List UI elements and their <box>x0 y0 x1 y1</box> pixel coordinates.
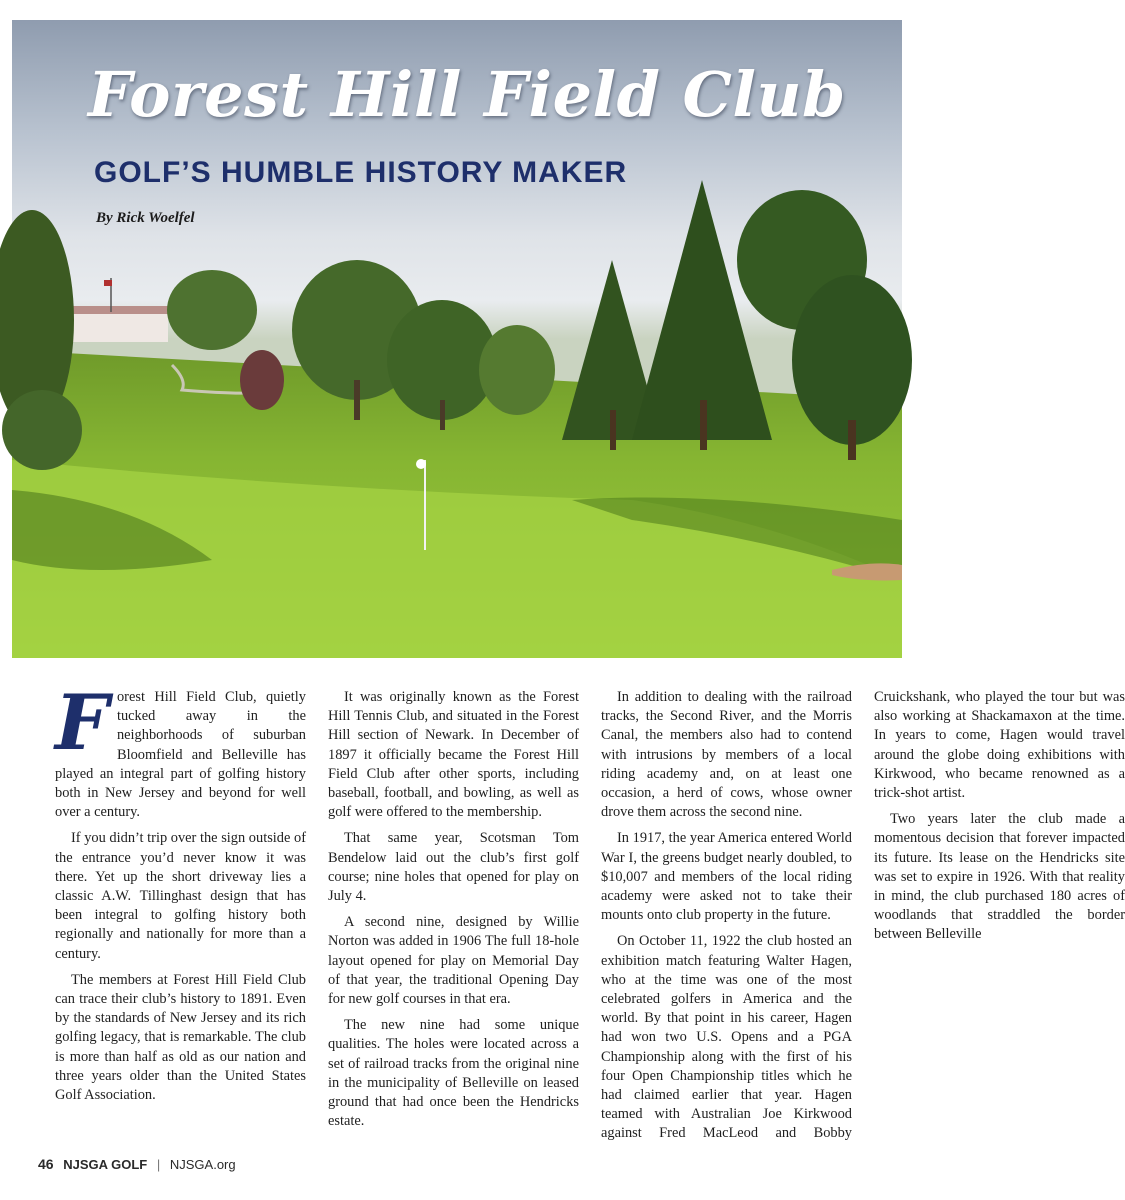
drop-cap: F <box>55 678 109 767</box>
footer-separator: | <box>156 1157 161 1172</box>
paragraph: If you didn’t trip over the sign outside of the entrance you’d never know it was there. Yet up the short driveway lies a classic A.W. Tillinghast design that has been integral to golfing history both regionally and nationally for more than a century. <box>55 830 306 962</box>
publication-name: NJSGA GOLF <box>63 1157 148 1172</box>
website-link[interactable]: NJSGA.org <box>169 1157 236 1172</box>
paragraph: In addition to dealing with the railroad tracks, the Second River, and the Morris Canal, the members also had to contend with intrusions by members of a local riding academy and, on at least one occasion, a herd of cows, whose owner drove them across the second nine. <box>601 689 852 821</box>
paragraph: It was originally known as the Forest Hill Tennis Club, and situated in the Forest Hill section of Newark. In December of 1897 it officially became the Forest Hill Field Club after other sports, including baseball, football, and bowling, as well as golf were offered to the membership. <box>328 689 579 821</box>
article-subtitle: GOLF’S HUMBLE HISTORY MAKER <box>94 156 628 189</box>
article-title: Forest Hill Field Club <box>88 58 846 131</box>
paragraph: On October 11, 1922 the club hosted an exhibition match featuring Walter Hagen, who at the time was one of the most celebrated golfers in America and the world. By that point in his career, Hagen had won two U.S. Opens and a PGA Championship along with the first of his four Open Championship titles which he had claimed earlier that year. Hagen teamed with Australian Joe Kirkwood against Fred MacLeod and Bobby Cruickshank, who played the tour but was also working at Shackamaxon at the time. In years to come, Hagen would travel around the globe doing exhibitions with Kirkwood, who became renowned as a trick-shot artist. <box>601 689 1125 1142</box>
paragraph: Forest Hill Field Club, quietly tucked away in the neighborhoods of suburban Bloomfield and Belleville has played an integral part of golfing history both in New Jersey and beyond for well over a century. <box>55 678 306 821</box>
paragraph: The new nine had some unique qualities. The holes were located across a set of railroad tracks from the original nine in the municipality of Belleville on leased ground that had once been the Hendricks estate. <box>328 1017 579 1130</box>
hero-photo <box>12 20 902 658</box>
paragraph: In 1917, the year America entered World War I, the greens budget nearly doubled, to $10,007 and members of the local riding academy were asked not to take their mounts onto club property in the future. <box>601 830 852 924</box>
article-byline: By Rick Woelfel <box>96 210 195 226</box>
paragraph: Two years later the club made a momentous decision that forever impacted its future. Its lease on the Hendricks site was set to expire in 1926. With that reality in mind, the club purchased 180 acres of woodlands that straddled the border between Belleville <box>874 811 1125 943</box>
article-body <box>55 678 1125 1150</box>
paragraph: A second nine, designed by Willie Norton was added in 1906 The full 18-hole layout opened for play on Memorial Day of that year, the traditional Opening Day for new golf courses in that era. <box>328 914 579 1008</box>
page-number: 46 <box>38 1156 54 1172</box>
paragraph: That same year, Scotsman Tom Bendelow laid out the club’s first golf course; nine holes that opened for play on July 4. <box>328 830 579 905</box>
paragraph: The members at Forest Hill Field Club can trace their club’s history to 1891. Even by the standards of New Jersey and its rich golfing legacy, that is remarkable. The club is more than half as old as our nation and three years older than the United States Golf Association. <box>55 971 306 1104</box>
page-footer <box>38 1156 236 1172</box>
